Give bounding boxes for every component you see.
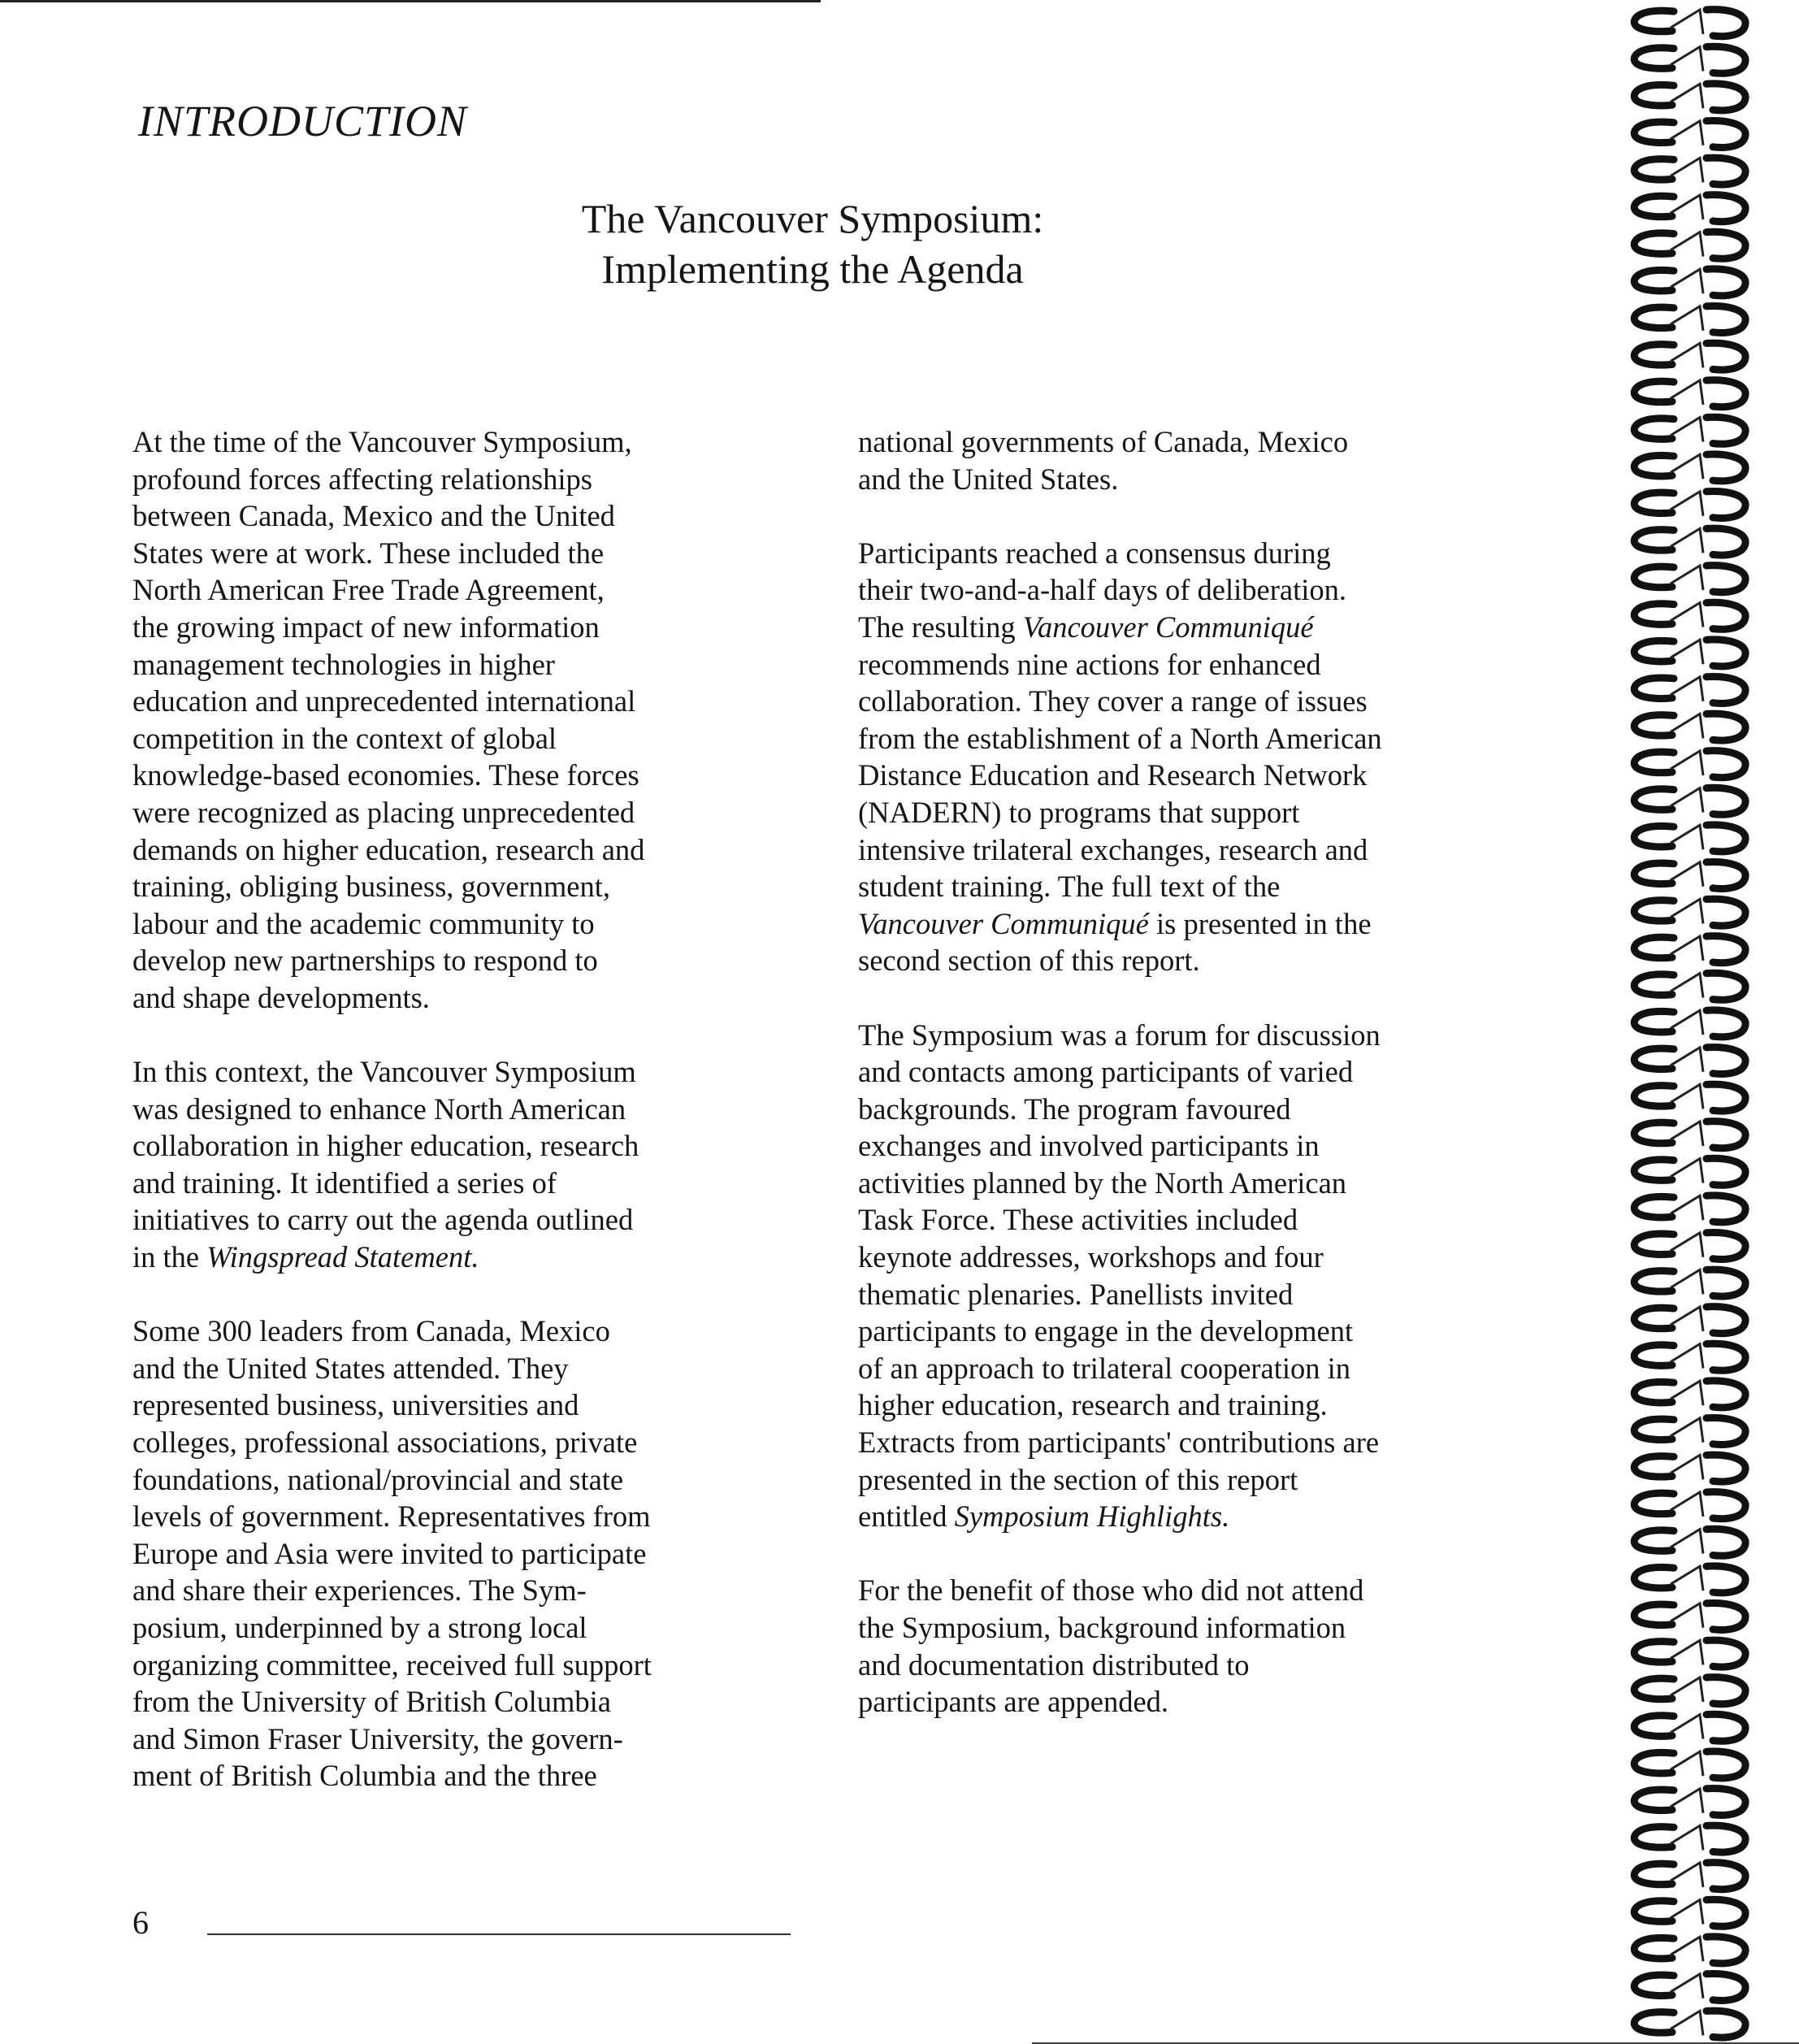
binding-coil	[1634, 1196, 1745, 1222]
text-line: and shape developments.	[132, 980, 430, 1014]
text-line: and Simon Fraser University, the govern-	[132, 1721, 623, 1755]
document-title-reference: Wingspread Statement.	[206, 1240, 479, 1274]
binding-coil	[1634, 1751, 1745, 1778]
binding-coil	[1634, 602, 1745, 629]
text-line: collaboration in higher education, research	[132, 1129, 639, 1163]
binding-coil	[1634, 1010, 1745, 1037]
text-line: was designed to enhance North American	[132, 1091, 626, 1126]
title-line-2: Implementing the Agenda	[601, 246, 1024, 292]
left-column	[132, 423, 782, 1832]
text-run: The resulting	[858, 610, 1023, 644]
binding-coil	[1634, 566, 1745, 592]
text-line: keynote addresses, workshops and four	[858, 1240, 1324, 1274]
binding-coil	[1634, 232, 1745, 258]
binding-coil	[1634, 1603, 1745, 1630]
text-line: and training. It identified a series of	[132, 1165, 557, 1200]
binding-coil	[1634, 343, 1745, 370]
text-line: training, obliging business, government,	[132, 870, 610, 904]
binding-coil	[1634, 1640, 1745, 1667]
text-line: collaboration. They cover a range of issues	[858, 684, 1368, 718]
text-line: represented business, universities and	[132, 1388, 579, 1422]
text-line: participants are appended.	[858, 1685, 1169, 1719]
text-line: Task Force. These activities included	[858, 1203, 1298, 1237]
binding-coil	[1634, 936, 1745, 963]
binding-coil	[1634, 269, 1745, 296]
binding-coil	[1634, 1937, 1745, 1964]
text-line: levels of government. Representatives from	[132, 1499, 651, 1534]
paragraph	[132, 423, 782, 1017]
binding-coil	[1634, 1677, 1745, 1704]
text-line: between Canada, Mexico and the United	[132, 499, 615, 533]
binding-coil	[1634, 1158, 1745, 1185]
binding-coil	[1634, 861, 1745, 888]
binding-coil	[1634, 1343, 1745, 1370]
page-number: 6	[132, 1904, 149, 1941]
text-line: In this context, the Vancouver Symposium	[132, 1055, 636, 1089]
text-line: competition in the context of global	[132, 721, 557, 755]
binding-coil	[1634, 1232, 1745, 1259]
paragraph	[858, 423, 1516, 497]
text-line: Participants reached a consensus during	[858, 536, 1331, 570]
binding-coil	[1634, 491, 1745, 518]
binding-coil	[1634, 158, 1745, 184]
binding-coil	[1634, 676, 1745, 703]
text-run: entitled	[858, 1499, 955, 1534]
text-line	[858, 905, 1516, 943]
text-line: the Symposium, background information	[858, 1611, 1346, 1644]
binding-coil	[1634, 2011, 1745, 2037]
binding-coil	[1634, 1973, 1745, 2000]
text-line	[132, 1239, 782, 1276]
document-title-reference: Symposium Highlights.	[954, 1499, 1230, 1534]
text-line: Distance Education and Research Network	[858, 758, 1368, 792]
page-title	[553, 193, 1073, 294]
binding-coil	[1634, 1417, 1745, 1444]
text-line: and documentation distributed to	[858, 1647, 1250, 1682]
text-line: North American Free Trade Agreement,	[132, 573, 605, 607]
text-line: ment of British Columbia and the three	[132, 1759, 597, 1793]
text-line: recommends nine actions for enhanced	[858, 647, 1321, 681]
binding-coil	[1634, 640, 1745, 666]
binding-coil	[1634, 46, 1745, 73]
binding-coil	[1634, 1788, 1745, 1815]
text-line: activities planned by the North American	[858, 1165, 1347, 1200]
text-line: presented in the section of this report	[858, 1462, 1298, 1496]
binding-coil	[1634, 751, 1745, 778]
text-line: develop new partnerships to respond to	[132, 944, 598, 978]
footer-rule	[207, 1933, 791, 1935]
text-line: Europe and Asia were invited to participate	[132, 1536, 647, 1570]
binding-coil	[1634, 1047, 1745, 1074]
text-line: and the United States attended. They	[132, 1351, 569, 1385]
text-line: For the benefit of those who did not attend	[858, 1573, 1364, 1608]
text-line: their two-and-a-half days of deliberation.	[858, 573, 1347, 607]
binding-coil	[1634, 1714, 1745, 1741]
paragraph	[858, 1017, 1516, 1535]
text-line: organizing committee, received full support	[132, 1647, 652, 1682]
binding-coil	[1634, 1492, 1745, 1519]
binding-coil	[1634, 454, 1745, 481]
text-line	[858, 609, 1516, 646]
text-line: and share their experiences. The Sym-	[132, 1573, 587, 1608]
binding-coil	[1634, 973, 1745, 1000]
binding-coil	[1634, 1825, 1745, 1852]
text-line: profound forces affecting relationships	[132, 462, 592, 496]
text-line: At the time of the Vancouver Symposium,	[132, 425, 632, 458]
top-edge-rule	[0, 0, 821, 2]
text-line: and the United States.	[858, 462, 1119, 496]
binding-coil	[1634, 1566, 1745, 1593]
text-line: States were at work. These included the	[132, 536, 605, 570]
binding-coil	[1634, 1307, 1745, 1334]
text-line: Extracts from participants' contributions are	[858, 1426, 1380, 1460]
text-line: colleges, professional associations, private	[132, 1426, 638, 1460]
text-line: participants to engage in the development	[858, 1314, 1354, 1348]
paragraph	[132, 1053, 782, 1276]
binding-coil	[1634, 1455, 1745, 1482]
paragraph	[858, 535, 1516, 979]
text-line: education and unprecedented international	[132, 684, 636, 718]
text-line: labour and the academic community to	[132, 906, 595, 940]
binding-coil	[1634, 417, 1745, 444]
binding-coil	[1634, 1269, 1745, 1296]
text-line: higher education, research and training.	[858, 1388, 1328, 1422]
text-line: foundations, national/provincial and state	[132, 1462, 624, 1496]
binding-coil	[1634, 714, 1745, 740]
binding-coil	[1634, 825, 1745, 852]
title-line-1: The Vancouver Symposium:	[581, 196, 1044, 241]
text-line: student training. The full text of the	[858, 870, 1281, 904]
text-line: initiatives to carry out the agenda outlined	[132, 1203, 634, 1237]
document-title-reference: Vancouver Communiqué	[1022, 610, 1314, 644]
binding-coil	[1634, 84, 1745, 111]
text-line: intensive trilateral exchanges, research and	[858, 832, 1368, 866]
text-line: second section of this report.	[858, 944, 1200, 978]
text-line: Some 300 leaders from Canada, Mexico	[132, 1314, 610, 1348]
binding-coil	[1634, 1381, 1745, 1408]
right-column	[858, 423, 1516, 1757]
text-line: management technologies in higher	[132, 647, 555, 681]
text-line: exchanges and involved participants in	[858, 1129, 1320, 1163]
binding-coil	[1634, 306, 1745, 332]
text-run: is presented in the	[1148, 906, 1372, 940]
text-line: knowledge-based economies. These forces	[132, 758, 639, 792]
text-line: (NADERN) to programs that support	[858, 795, 1300, 829]
binding-coil	[1634, 10, 1745, 37]
binding-coil	[1634, 1084, 1745, 1111]
spiral-binding	[1625, 0, 1799, 2044]
text-line: were recognized as placing unprecedented	[132, 795, 635, 829]
binding-coil	[1634, 1529, 1745, 1556]
text-line: from the University of British Columbia	[132, 1685, 612, 1719]
section-heading: INTRODUCTION	[138, 97, 468, 145]
text-line: demands on higher education, research and	[132, 832, 645, 866]
binding-coil	[1634, 195, 1745, 222]
text-line: thematic plenaries. Panellists invited	[858, 1277, 1294, 1311]
text-line: posium, underpinned by a strong local	[132, 1611, 587, 1644]
text-run: in the	[132, 1240, 207, 1274]
text-line: national governments of Canada, Mexico	[858, 425, 1349, 458]
text-line: from the establishment of a North American	[858, 721, 1382, 755]
binding-coil	[1634, 1863, 1745, 1890]
binding-coil	[1634, 120, 1745, 147]
binding-coil	[1634, 788, 1745, 814]
text-line: and contacts among participants of varied	[858, 1055, 1354, 1089]
text-line: backgrounds. The program favoured	[858, 1091, 1291, 1126]
binding-coil	[1634, 1899, 1745, 1926]
text-line	[858, 1498, 1516, 1535]
binding-coil	[1634, 1122, 1745, 1148]
document-title-reference: Vancouver Communiqué	[858, 906, 1149, 940]
text-line: of an approach to trilateral cooperation in	[858, 1351, 1351, 1385]
binding-coil	[1634, 528, 1745, 555]
text-line: the growing impact of new information	[132, 610, 600, 644]
paragraph	[858, 1572, 1516, 1720]
binding-coil	[1634, 899, 1745, 926]
binding-coil	[1634, 380, 1745, 407]
paragraph	[132, 1313, 782, 1794]
text-line: The Symposium was a forum for discussion	[858, 1018, 1381, 1052]
